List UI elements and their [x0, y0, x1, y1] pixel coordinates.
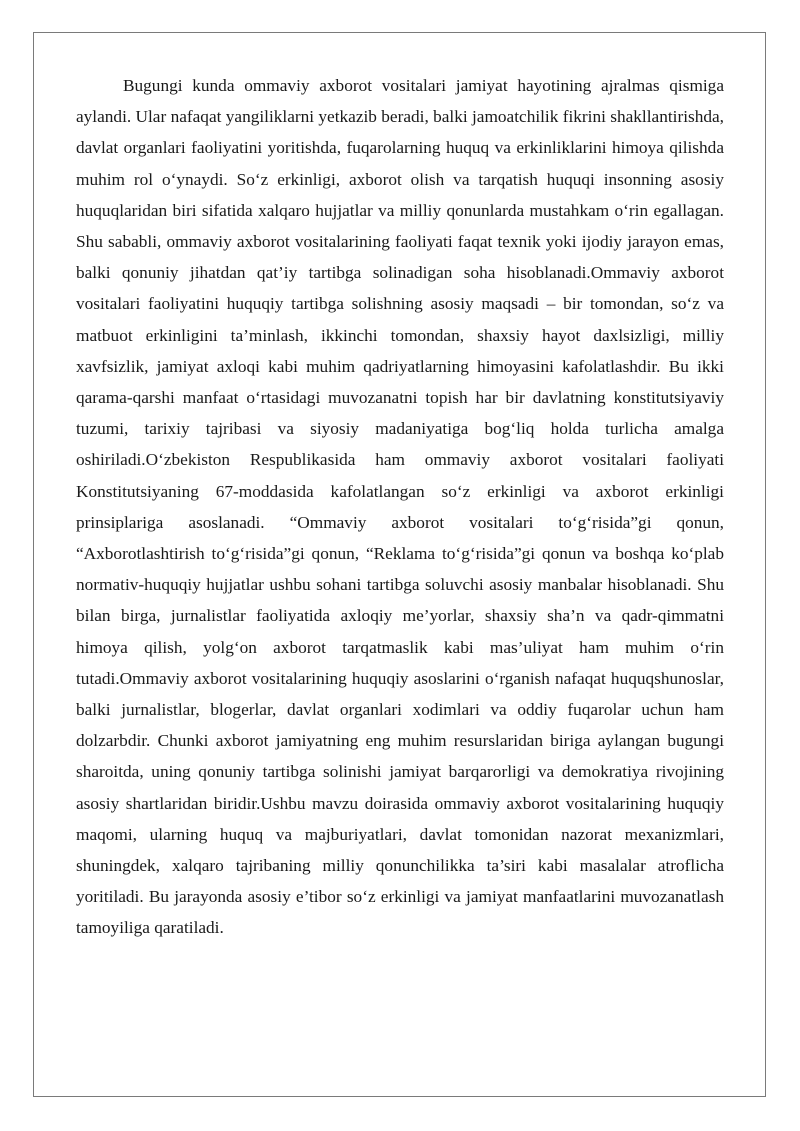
body-paragraph: Bugungi kunda ommaviy axborot vositalari jamiyat hayotining ajralmas qismiga aylandi. Ular nafaqat yangiliklarni yetkazib beradi, balki jamoatchilik fikrini shakllantirishda, davlat organlari faoliyatini yoritishda, fuqarolarning huquq va erkinliklarini himoya qilishda muhim rol o‘ynaydi. So‘z erkinligi, axborot olish va tarqatish huquqi insonning asosiy huquqlaridan biri sifatida xalqaro hujjatlar va milliy qonunlarda mustahkam o‘rin egallagan. Shu sababli, ommaviy axborot vositalarining faoliyati faqat texnik yoki ijodiy jarayon emas, balki qonuniy jihatdan qat’iy tartibga solinadigan soha hisoblanadi.Ommaviy axborot vositalari faoliyatini huquqiy tartibga solishning asosiy maqsadi – bir tomondan, so‘z va matbuot erkinligini ta’minlash, ikkinchi tomondan, shaxsiy hayot daxlsizligi, milliy xavfsizlik, jamiyat axloqi kabi muhim qadriyatlarning himoyasini kafolatlashdir. Bu ikki qarama-qarshi manfaat o‘rtasidagi muvozanatni topish har bir davlatning konstitutsiyaviy tuzumi, tarixiy tajribasi va siyosiy madaniyatiga bog‘liq holda turlicha amalga oshiriladi.O‘zbekiston Respublikasida ham ommaviy axborot vositalari faoliyati Konstitutsiyaning 67-moddasida kafolatlangan so‘z erkinligi va axborot erkinligi prinsiplariga asoslanadi. “Ommaviy axborot vositalari to‘g‘risida”gi qonun, “Axborotlashtirish to‘g‘risida”gi qonun, “Reklama to‘g‘risida”gi qonun va boshqa ko‘plab normativ-huquqiy hujjatlar ushbu sohani tartibga soluvchi asosiy manbalar hisoblanadi. Shu bilan birga, jurnalistlar faoliyatida axloqiy me’yorlar, shaxsiy sha’n va qadr-qimmatni himoya qilish, yolg‘on axborot tarqatmaslik kabi mas’uliyat ham muhim o‘rin tutadi.Ommaviy axborot vositalarining huquqiy asoslarini o‘rganish nafaqat huquqshunoslar, balki jurnalistlar, blogerlar, davlat organlari xodimlari va oddiy fuqarolar uchun ham dolzarbdir. Chunki axborot jamiyatning eng muhim resurslaridan biriga aylangan bugungi sharoitda, uning qonuniy tartibga solinishi jamiyat barqarorligi va demokratiya rivojining asosiy shartlaridan biridir.Ushbu mavzu doirasida ommaviy axborot vositalarining huquqiy maqomi, ularning huquq va majburiyatlari, davlat tomonidan nazorat mexanizmlari, shuningdek, xalqaro tajribaning milliy qonunchilikka ta’siri kabi masalalar atroflicha yoritiladi. Bu jarayonda asosiy e’tibor so‘z erkinligi va jamiyat manfaatlarini muvozanatlash tamoyiliga qaratiladi. [76, 76, 724, 938]
